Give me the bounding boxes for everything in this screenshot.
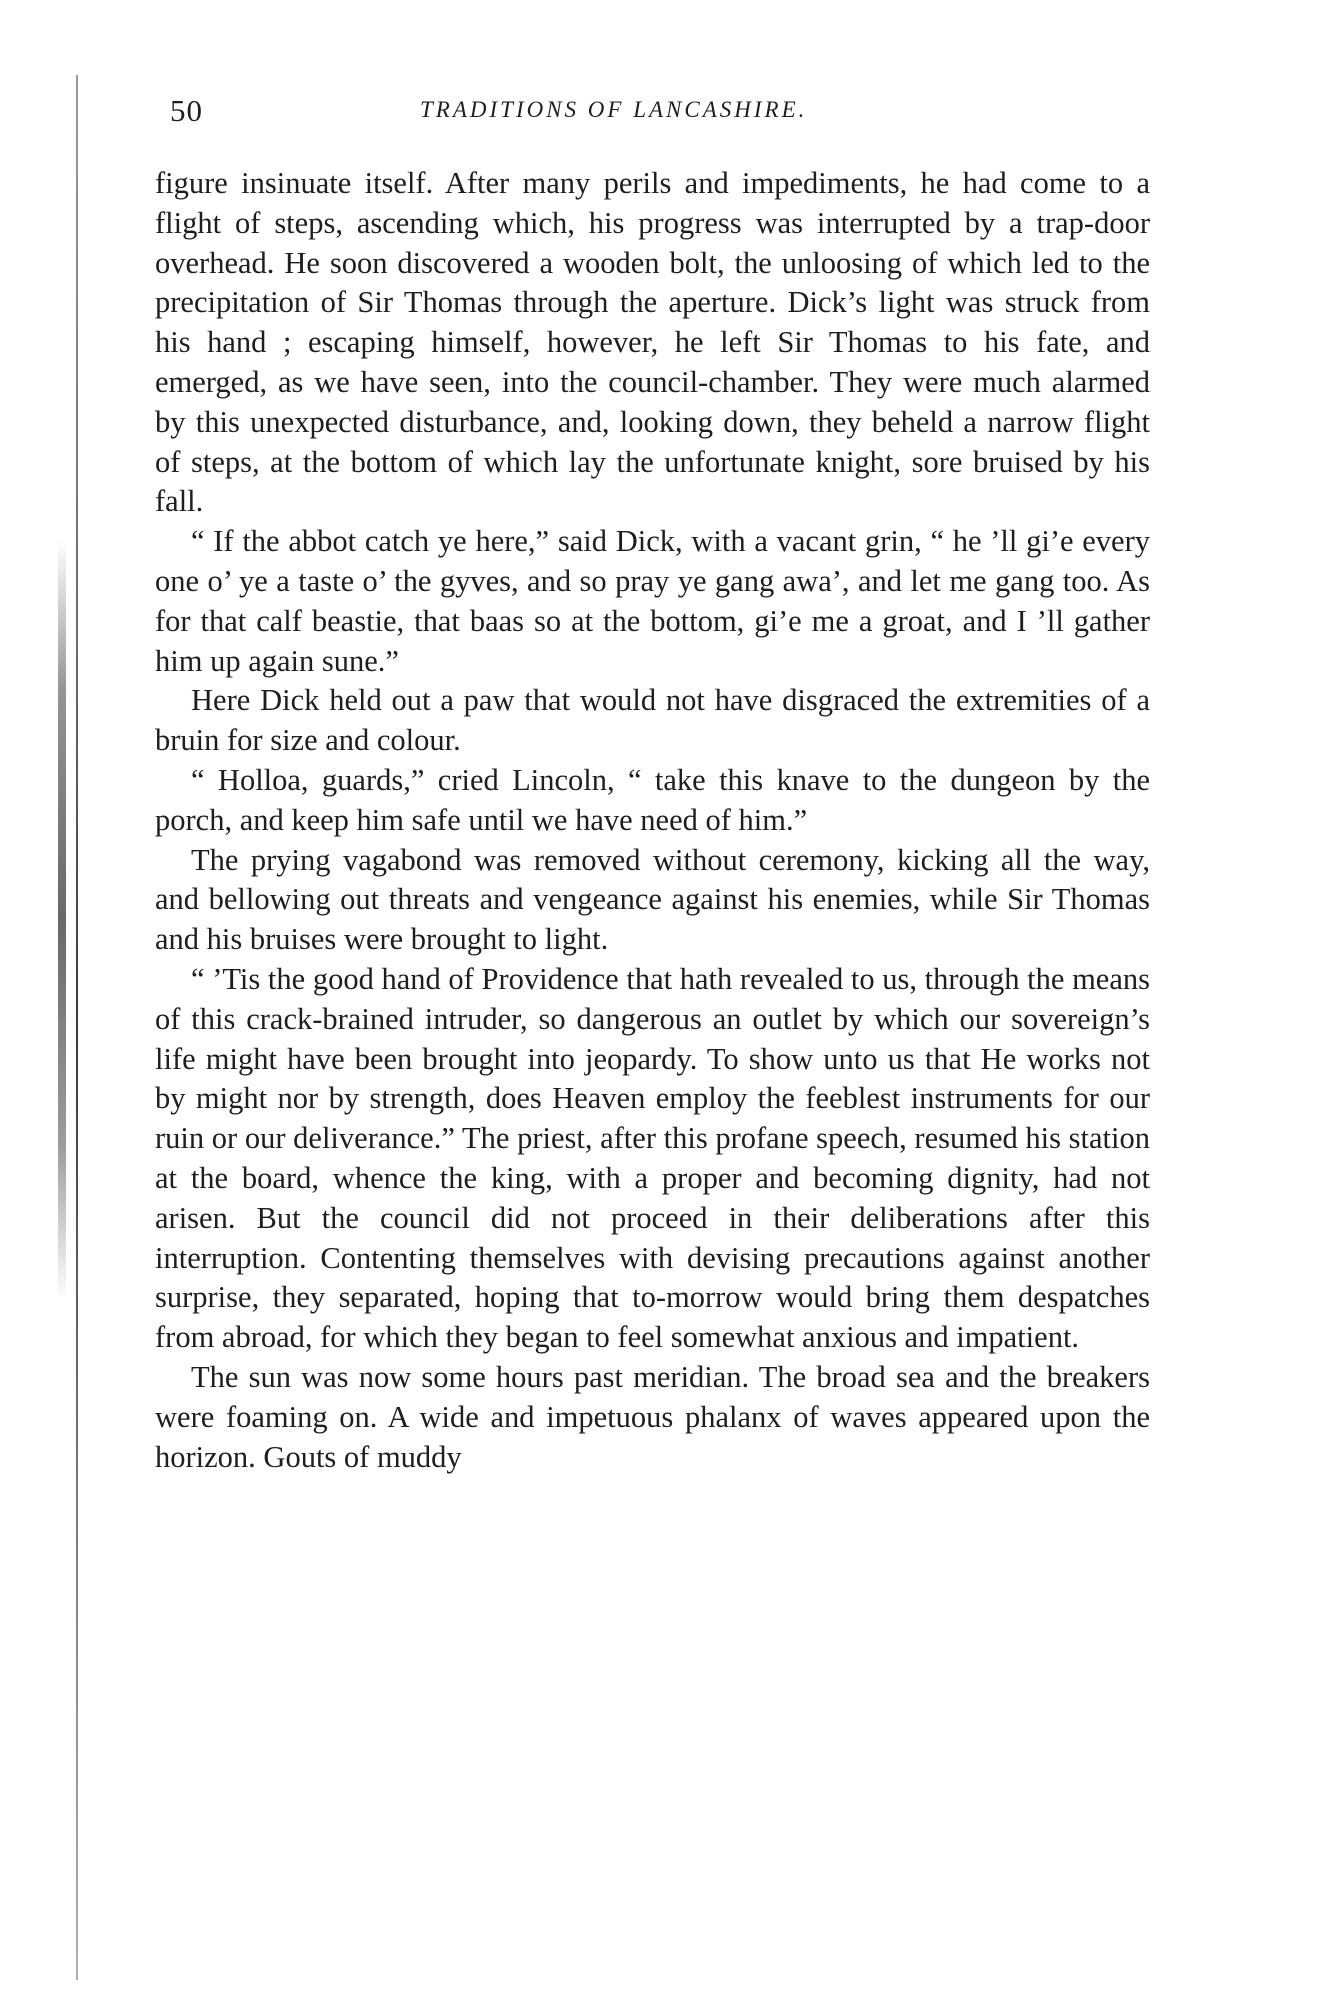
page-header	[170, 93, 1140, 133]
body-text	[155, 164, 1150, 1477]
paragraph: “ Holloa, guards,” cried Lincoln, “ take this knave to the dungeon by the porch, and keep him safe until we have need of him.”	[155, 762, 1150, 837]
paragraph: “ If the abbot catch ye here,” said Dick, with a vacant grin, “ he ’ll gi’e every one o’ ye a taste o’ the gyves, and so pray ye gang awa’, and let me gang too. As for that calf beastie, that baas so at the bottom, gi’e me a groat, and I ’ll gather him up again sune.”	[155, 524, 1150, 678]
binding-gutter-line	[76, 75, 78, 1980]
page-number: 50	[170, 93, 203, 128]
paragraph: The prying vagabond was removed without ceremony, kicking all the way, and bellowing out threats and vengeance against his enemies, while Sir Thomas and his bruises were brought to light.	[155, 842, 1150, 957]
binding-gutter-shadow	[58, 540, 66, 1300]
running-title: TRADITIONS OF LANCASHIRE.	[420, 97, 808, 122]
paragraph: “ ’Tis the good hand of Providence that hath revealed to us, through the means of this crack-brained intruder, so dangerous an outlet by which our sovereign’s life might have been brought into jeopardy. To show unto us that He works not by might nor by strength, does Heaven employ the feeblest instruments for our ruin or our deliverance.” The priest, after this profane speech, resumed his station at the board, whence the king, with a proper and becoming dignity, had not arisen. But the council did not proceed in their deliberations after this interruption. Contenting themselves with devising precautions against another surprise, they separated, hoping that to-morrow would bring them despatches from abroad, for which they began to feel somewhat anxious and impatient.	[155, 961, 1150, 1355]
paragraph: The sun was now some hours past meridian. The broad sea and the breakers were foaming on. A wide and impetuous phalanx of waves appeared upon the horizon. Gouts of muddy	[155, 1359, 1150, 1474]
paragraph: Here Dick held out a paw that would not have disgraced the extremities of a bruin for size and colour.	[155, 683, 1150, 758]
paragraph-continued: figure insinuate itself. After many perils and impediments, he had come to a flight of steps, ascending which, his progress was interrupted by a trap-door overhead. He soon discovered a wooden bolt, the unloosing of which led to the precipitation of Sir Thomas through the aperture. Dick’s light was struck from his hand ; escaping himself, however, he left Sir Thomas to his fate, and emerged, as we have seen, into the council-chamber. They were much alarmed by this unexpected disturbance, and, looking down, they beheld a narrow flight of steps, at the bottom of which lay the unfortunate knight, sore bruised by his fall.	[155, 166, 1150, 519]
